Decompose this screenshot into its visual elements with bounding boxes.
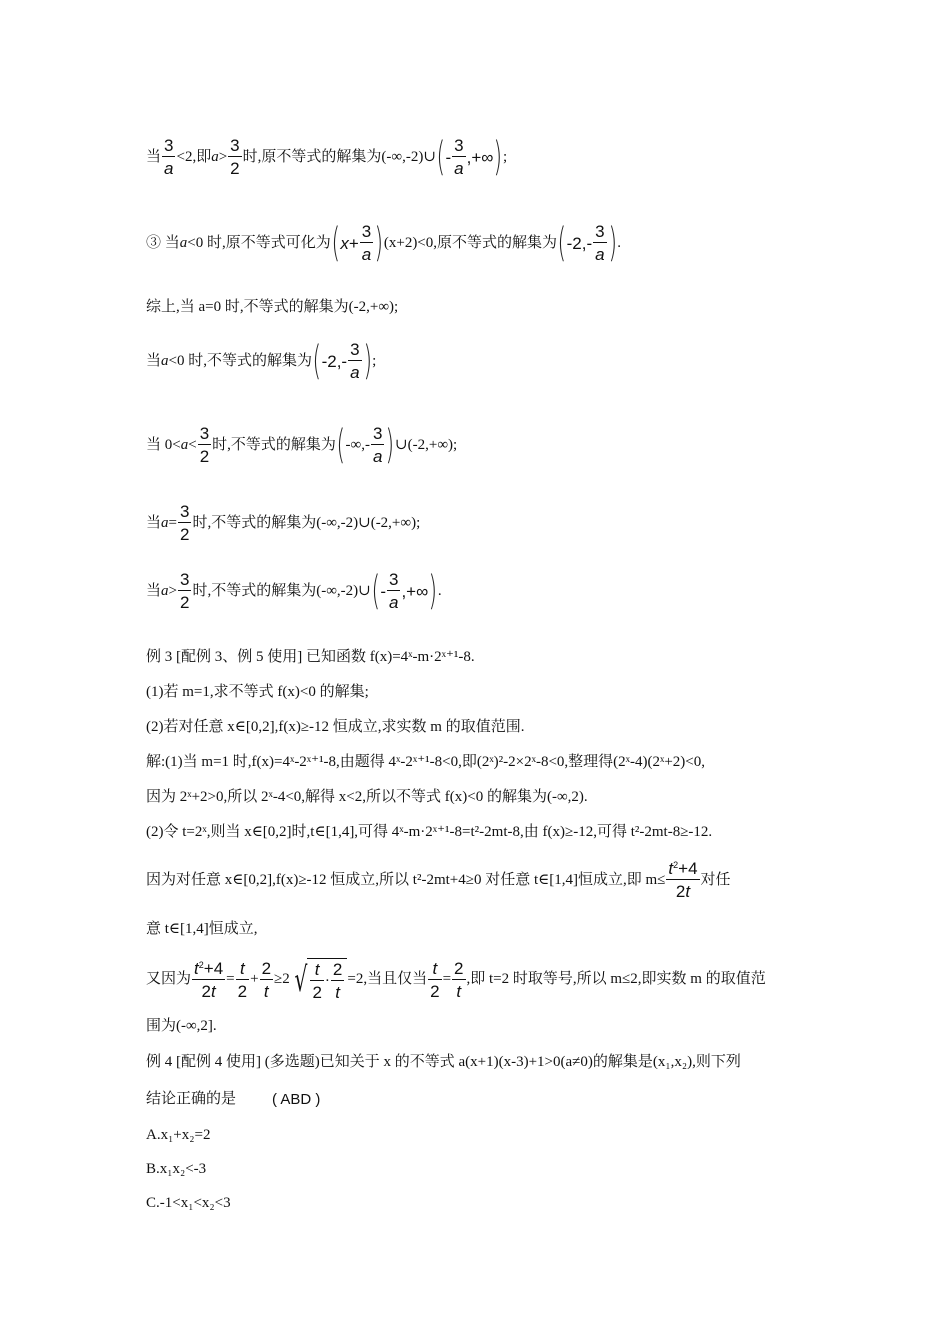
text: 当 0< (146, 436, 181, 453)
text: 时,不等式的解集为 (212, 436, 336, 453)
right-paren: ) (493, 134, 503, 180)
fraction-t2plus4-over-2t: $\frac{t^2+4}{2t}$ (194, 958, 224, 1001)
text: 意 t∈[1,4]恒成立, (146, 921, 258, 937)
fraction-t-over-2: $\frac{t}{2}$ (237, 958, 248, 1001)
example-3-title (146, 650, 475, 665)
text: 例 4 [配例 4 使用] (多选题)已知关于 x 的不等式 a(x+1)(x-3)+1>0(a≠0)的解集是(x₁,x₂),则下列 (146, 1054, 741, 1070)
summary-a-gt-3-2: 当 a > $\frac{3}{2}$ 时,不等式的解集为(-∞,-2)∪ ( - $\frac{3}{a}$ ,+∞ ) . (146, 568, 442, 614)
option-c (146, 1196, 231, 1211)
text: C.-1<x₁<x₂<3 (146, 1195, 231, 1211)
text: A.x₁+x₂=2 (146, 1127, 211, 1143)
text: (2)若对任意 x∈[0,2],f(x)≥-12 恒成立,求实数 m 的取值范围. (146, 719, 525, 735)
text: 围为(-∞,2]. (146, 1018, 217, 1034)
text: ③ 当 (146, 234, 180, 251)
fraction-2-over-t: $\frac{2}{t}$ (261, 958, 272, 1001)
text: . (617, 234, 621, 251)
text: <0 时,原不等式可化为 (187, 234, 331, 251)
text: ; (503, 148, 508, 165)
text: 解:(1)当 m=1 时,f(x)=4ˣ-2ˣ⁺¹-8,由题得 4ˣ-2ˣ⁺¹-8<0,即(2ˣ)²-2×2ˣ-8<0,整理得(2ˣ-4)(2ˣ+2)<0, (146, 754, 705, 770)
fraction-t2plus4-over-2t: $\frac{t^2+4}{2t}$ (668, 859, 698, 901)
example-3-q2 (146, 720, 524, 735)
text: 对任 (700, 871, 731, 888)
text: (2)令 t=2ˣ,则当 x∈[0,2]时,t∈[1,4],可得 4ˣ-m·2ˣ⁺¹-8=t²-2mt-8,由 f(x)≥-12,可得 t²-2mt-8≥-12. (146, 824, 713, 840)
left-paren: ( (436, 134, 445, 180)
text: 当 (146, 352, 162, 369)
text: < (188, 436, 197, 453)
text: 时,不等式的解集为(-∞,-2)∪(-2,+∞); (192, 514, 421, 531)
text: > (218, 148, 228, 165)
fraction-t-over-2: $\frac{t}{2}$ (430, 958, 440, 1001)
text: ; (372, 352, 377, 369)
case-a-lt-0: ③ 当 a <0 时,原不等式可化为 ( x+ $\frac{3}{a}$ ) (x+2)<0,原不等式的解集为 ( -2,- $\frac{3}{a}$ ) . (146, 220, 621, 266)
text: ,即 t=2 时取等号,所以 m≤2,即实数 m 的取值范 (466, 971, 766, 987)
text: 时,不等式的解集为(-∞,-2)∪ (192, 582, 371, 599)
fraction-3-over-a: $\frac{3}{a}$ (164, 136, 174, 178)
text: 结论正确的是 (146, 1091, 237, 1107)
example-3-q1 (146, 685, 369, 700)
fraction-3-over-a: $\frac{3}{a}$ (595, 222, 605, 264)
option-b (146, 1162, 206, 1177)
text: > (168, 582, 177, 599)
summary-a-eq-3-2: 当 a = $\frac{3}{2}$ 时,不等式的解集为(-∞,-2)∪(-2,+∞); (146, 502, 421, 544)
text: 综上,当 a=0 时,不等式的解集为(-2,+∞); (146, 299, 399, 315)
text: 当 (146, 148, 162, 165)
example-3-sol7 (146, 1019, 217, 1034)
case-a-gt-3-2: 当 $\frac{3}{a}$ <2,即 a > $\frac{3}{2}$ 时,原不等式的解集为(-∞,-2)∪ ( - $\frac{3}{a}$ ,+∞ ) ; (146, 134, 508, 180)
example-3-sol1 (146, 755, 705, 770)
text: . (437, 582, 442, 599)
fraction-3-over-a: $\frac{3}{a}$ (372, 424, 383, 466)
text: B.x₁x₂<-3 (146, 1161, 207, 1177)
text: = (168, 514, 177, 531)
fraction-3-over-2: $\frac{3}{2}$ (179, 502, 190, 544)
text: 时,原不等式的解集为(-∞,-2)∪ (242, 148, 436, 165)
fraction-3-over-a: $\frac{3}{a}$ (361, 222, 372, 264)
example-3-sol3 (146, 825, 712, 840)
summary-a-lt-0: 当 a <0 时,不等式的解集为 ( -2,- $\frac{3}{a}$ ) ; (146, 338, 377, 384)
text: 例 3 [配例 3、例 5 使用] 已知函数 f(x)=4ˣ-m·2ˣ⁺¹-8. (146, 649, 475, 665)
answer-text: ( ABD ) (272, 1091, 321, 1108)
fraction-2-over-t: $\frac{2}{t}$ (454, 958, 464, 1001)
text: <0 时,不等式的解集为 (168, 352, 312, 369)
option-a (146, 1128, 210, 1143)
text: <2,即 (176, 148, 212, 165)
example-4-title-cont (146, 1092, 320, 1107)
example-3-sol4 (146, 860, 731, 900)
fraction-3-over-a: $\frac{3}{a}$ (454, 136, 464, 178)
text: (1)若 m=1,求不等式 f(x)<0 的解集; (146, 684, 369, 700)
example-3-sol2 (146, 790, 588, 805)
square-root: √ $\frac{t}{2}$ · $\frac{2}{t}$ (290, 958, 348, 1001)
text: =2,当且仅当 (347, 971, 428, 987)
fraction-3-over-a: $\frac{3}{a}$ (388, 570, 399, 612)
summary-line (146, 300, 398, 315)
fraction-3-over-2: $\frac{3}{2}$ (230, 136, 240, 178)
example-3-sol5 (146, 922, 258, 937)
fraction-3-over-2: $\frac{3}{2}$ (199, 424, 210, 466)
var-a: a (211, 148, 219, 165)
example-3-sol6: 又因为 $\frac{t^2+4}{2t}$ = $\frac{t}{2}$ + $\frac{2}{t}$ ≥2 √ $\frac{t}{2}$ · $\frac{2}{t}$ =2,当且仅当 $\frac{t}{2}$ = $\frac{2}{t}$ ,即 t=2 时取等号,所以 m≤2,即实数 m 的取值范 (146, 958, 766, 1002)
example-4-title (146, 1055, 741, 1070)
text: 因为对任意 x∈[0,2],f(x)≥-12 恒成立,所以 t²-2mt+4≥0 对任意 t∈[1,4]恒成立,即 m≤ (146, 871, 666, 888)
text: ∪(-2,+∞); (395, 436, 458, 453)
text: 又因为 (146, 971, 192, 987)
fraction-3-over-2: $\frac{3}{2}$ (179, 570, 190, 612)
text: (x+2)<0,原不等式的解集为 (383, 234, 558, 251)
text: 当 (146, 582, 162, 599)
text: 当 (146, 514, 162, 531)
text: 因为 2ˣ+2>0,所以 2ˣ-4<0,解得 x<2,所以不等式 f(x)<0 的解集为(-∞,2). (146, 789, 588, 805)
summary-0-lt-a-lt-3-2: 当 0< a < $\frac{3}{2}$ 时,不等式的解集为 ( -∞,- $\frac{3}{a}$ ) ∪(-2,+∞); (146, 422, 458, 468)
fraction-3-over-a: $\frac{3}{a}$ (350, 340, 360, 382)
